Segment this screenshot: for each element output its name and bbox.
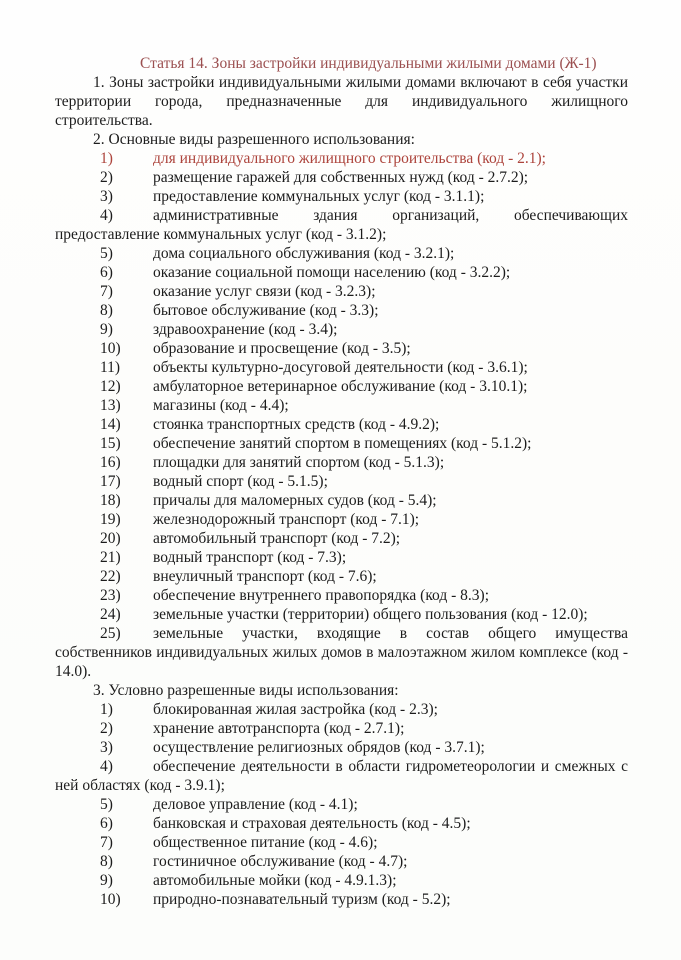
- item-number: 6): [100, 264, 113, 281]
- list-item: [55, 852, 628, 871]
- item-text: осуществление религиозных обрядов (код - 3.7.1);: [153, 739, 485, 756]
- item-number: 1): [100, 150, 113, 167]
- list-item: [55, 282, 628, 301]
- item-number: 20): [100, 530, 121, 547]
- item-text: дома социального обслуживания (код - 3.2.1);: [153, 245, 455, 262]
- item-number: 2): [100, 169, 113, 186]
- item-number: 7): [100, 283, 113, 300]
- list-item: [55, 757, 628, 795]
- item-text: водный спорт (код - 5.1.5);: [153, 473, 328, 490]
- list-item: [55, 890, 628, 909]
- item-number: 14): [100, 416, 121, 433]
- item-number: 18): [100, 492, 121, 509]
- section-heading-conditional-uses: 3. Условно разрешенные виды использования:: [93, 682, 399, 699]
- list-item: [55, 605, 628, 624]
- item-number: 13): [100, 397, 121, 414]
- item-number: 10): [100, 891, 121, 908]
- item-text: объекты культурно-досуговой деятельности (код - 3.6.1);: [153, 359, 528, 376]
- item-number: 1): [100, 701, 113, 718]
- item-text: для индивидуального жилищного строительства (код - 2.1);: [153, 150, 546, 167]
- list-item: [55, 244, 628, 263]
- list-item: [55, 738, 628, 757]
- item-text: предоставление коммунальных услуг (код - 3.1.1);: [153, 188, 485, 205]
- item-text: общественное питание (код - 4.6);: [153, 834, 378, 851]
- list-item: [55, 814, 628, 833]
- item-text: автомобильные мойки (код - 4.9.1.3);: [153, 872, 397, 889]
- item-text: оказание услуг связи (код - 3.2.3);: [153, 283, 376, 300]
- item-text: обеспечение внутреннего правопорядка (код - 8.3);: [153, 587, 490, 604]
- item-text: оказание социальной помощи населению (код - 3.2.2);: [153, 264, 511, 281]
- item-number: 15): [100, 435, 121, 452]
- item-number: 3): [100, 739, 113, 756]
- item-text: амбулаторное ветеринарное обслуживание (код - 3.10.1);: [153, 378, 528, 395]
- section-heading-main-uses: 2. Основные виды разрешенного использования:: [93, 131, 415, 148]
- item-text: обеспечение деятельности в области гидрометеорологии и смежных с ней областях (код - 3.9.1);: [55, 758, 628, 794]
- item-number: 12): [100, 378, 121, 395]
- item-text: магазины (код - 4.4);: [153, 397, 289, 414]
- item-text: стоянка транспортных средств (код - 4.9.2);: [153, 416, 440, 433]
- list-item: [55, 149, 628, 168]
- item-text: административные здания организаций, обеспечивающих предоставление коммунальных услуг (код - 3.1.2);: [55, 207, 628, 243]
- item-number: 22): [100, 568, 121, 585]
- item-text: банковская и страховая деятельность (код - 4.5);: [153, 815, 471, 832]
- main-uses-list: [55, 149, 628, 681]
- list-item: [55, 624, 628, 681]
- item-text: природно-познавательный туризм (код - 5.2);: [153, 891, 451, 908]
- item-number: 8): [100, 853, 113, 870]
- item-text: причалы для маломерных судов (код - 5.4);: [153, 492, 437, 509]
- item-text: обеспечение занятий спортом в помещениях (код - 5.1.2);: [153, 435, 532, 452]
- item-number: 10): [100, 340, 121, 357]
- item-text: бытовое обслуживание (код - 3.3);: [153, 302, 379, 319]
- list-item: [55, 871, 628, 890]
- item-number: 4): [100, 207, 113, 224]
- article-title: Статья 14. Зоны застройки индивидуальными жилыми домами (Ж-1): [140, 55, 597, 72]
- item-text: деловое управление (код - 4.1);: [153, 796, 358, 813]
- item-text: блокированная жилая застройка (код - 2.3);: [153, 701, 438, 718]
- list-item: [55, 377, 628, 396]
- list-item: [55, 472, 628, 491]
- item-number: 8): [100, 302, 113, 319]
- list-item: [55, 491, 628, 510]
- item-number: 17): [100, 473, 121, 490]
- list-item: [55, 206, 628, 244]
- list-item: [55, 396, 628, 415]
- item-number: 3): [100, 188, 113, 205]
- item-number: 11): [100, 359, 121, 376]
- item-number: 24): [100, 606, 121, 623]
- item-number: 25): [100, 625, 121, 642]
- list-item: [55, 529, 628, 548]
- item-text: земельные участки, входящие в состав общего имущества собственников индивидуальных жилых домов в малоэтажном жилом комплексе (код - 14.0).: [55, 625, 628, 680]
- item-text: земельные участки (территории) общего пользования (код - 12.0);: [153, 606, 588, 623]
- list-item: [55, 833, 628, 852]
- list-item: [55, 168, 628, 187]
- item-number: 9): [100, 872, 113, 889]
- list-item: [55, 434, 628, 453]
- paragraph-zone-description: 1. Зоны застройки индивидуальными жилыми домами включают в себя участки территории города, предназначенные для индивидуального жилищного строительства.: [55, 74, 628, 129]
- item-text: здравоохранение (код - 3.4);: [153, 321, 338, 338]
- item-text: автомобильный транспорт (код - 7.2);: [153, 530, 401, 547]
- list-item: [55, 358, 628, 377]
- list-item: [55, 415, 628, 434]
- list-item: [55, 263, 628, 282]
- item-text: гостиничное обслуживание (код - 4.7);: [153, 853, 408, 870]
- item-number: 21): [100, 549, 121, 566]
- list-item: [55, 795, 628, 814]
- item-text: хранение автотранспорта (код - 2.7.1);: [153, 720, 405, 737]
- item-text: размещение гаражей для собственных нужд (код - 2.7.2);: [153, 169, 529, 186]
- item-text: внеуличный транспорт (код - 7.6);: [153, 568, 377, 585]
- item-number: 6): [100, 815, 113, 832]
- item-number: 19): [100, 511, 121, 528]
- list-item: [55, 187, 628, 206]
- list-item: [55, 453, 628, 472]
- item-number: 2): [100, 720, 113, 737]
- item-text: водный транспорт (код - 7.3);: [153, 549, 347, 566]
- list-item: [55, 510, 628, 529]
- item-number: 4): [100, 758, 113, 775]
- list-item: [55, 719, 628, 738]
- list-item: [55, 567, 628, 586]
- item-text: площадки для занятий спортом (код - 5.1.3);: [153, 454, 445, 471]
- item-number: 7): [100, 834, 113, 851]
- list-item: [55, 301, 628, 320]
- conditional-uses-list: [55, 700, 628, 909]
- list-item: [55, 339, 628, 358]
- list-item: [55, 586, 628, 605]
- item-number: 5): [100, 796, 113, 813]
- item-text: железнодорожный транспорт (код - 7.1);: [153, 511, 420, 528]
- item-number: 5): [100, 245, 113, 262]
- list-item: [55, 700, 628, 719]
- list-item: [55, 320, 628, 339]
- item-number: 16): [100, 454, 121, 471]
- item-text: образование и просвещение (код - 3.5);: [153, 340, 411, 357]
- item-number: 9): [100, 321, 113, 338]
- item-number: 23): [100, 587, 121, 604]
- list-item: [55, 548, 628, 567]
